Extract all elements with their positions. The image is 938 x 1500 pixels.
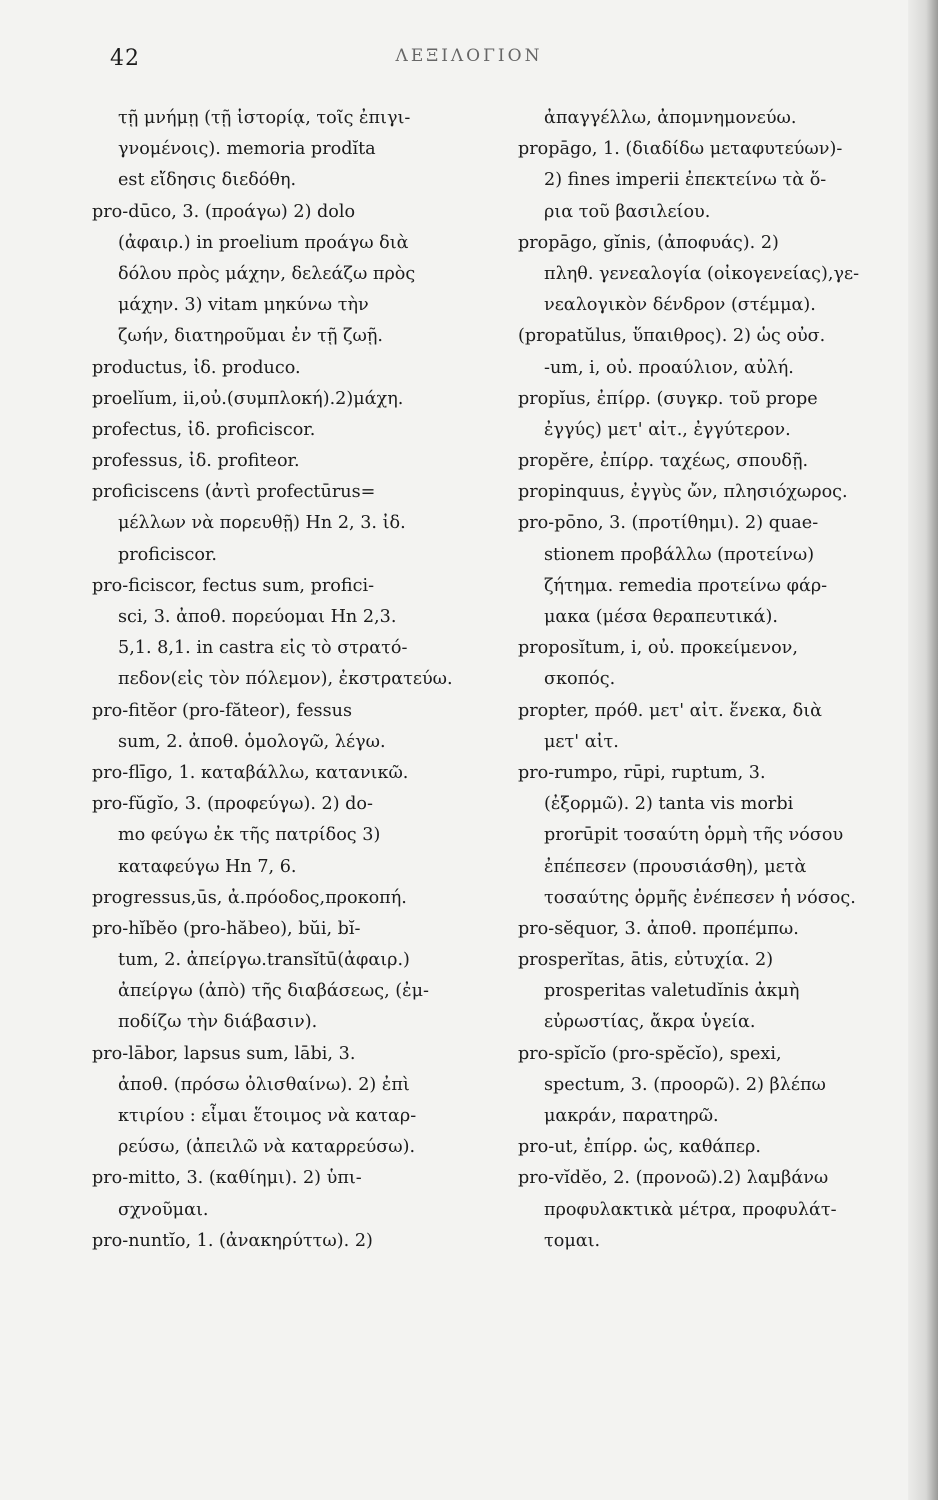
- dictionary-line: μακράν, παρατηρῶ.: [544, 1106, 719, 1126]
- dictionary-line: propāgo, gĭnis, (ἀποφυάς). 2): [518, 232, 779, 253]
- dictionary-line: professus, ἰδ. profiteor.: [92, 451, 300, 472]
- dictionary-line: εὐρωστίας, ἄκρα ὑγεία.: [544, 1012, 756, 1033]
- dictionary-line: propter, πρόθ. μετ' αἰτ. ἕνεκα, διὰ: [518, 700, 823, 721]
- dictionary-line: τοσαύτης ὁρμῆς ἐνέπεσεν ἡ νόσος.: [544, 887, 856, 908]
- dictionary-line: pro-sĕquor, 3. ἀποθ. προπέμπω.: [518, 918, 799, 939]
- dictionary-line: pro-fŭgĭo, 3. (προφεύγω). 2) do-: [92, 794, 373, 815]
- dictionary-line: ἐγγύς) μετ' αἰτ., ἐγγύτερον.: [544, 419, 791, 440]
- dictionary-line: πληθ. γενεαλογία (οἰκογενείας),γε-: [544, 263, 860, 284]
- dictionary-line: proposĭtum, i, οὐ. προκείμενον,: [518, 638, 798, 659]
- dictionary-line: καταφεύγω Hn 7, 6.: [118, 856, 297, 877]
- dictionary-line: ἐπέπεσεν (προυσιάσθη), μετὰ: [544, 856, 807, 877]
- dictionary-line: productus, ἰδ. produco.: [92, 357, 301, 378]
- dictionary-line: pro-fitĕor (pro-făteor), fessus: [92, 700, 352, 721]
- dictionary-line: sci, 3. ἀποθ. πορεύομαι Hn 2,3.: [118, 607, 397, 627]
- dictionary-line: pro-hĭbĕo (pro-hăbeo), bŭi, bĭ-: [92, 918, 361, 939]
- dictionary-line: (propatŭlus, ὕπαιθρος). 2) ὡς οὐσ.: [518, 326, 826, 347]
- dictionary-line: ποδίζω τὴν διάβασιν).: [118, 1012, 318, 1033]
- dictionary-line: (ἀφαιρ.) in proelium προάγω διὰ: [118, 232, 409, 253]
- dictionary-line: τῇ μνήμῃ (τῇ ἱστορίᾳ, τοῖς ἐπιγι-: [118, 108, 411, 128]
- dictionary-line: pro-pōno, 3. (προτίθημι). 2) quae-: [518, 513, 819, 534]
- running-title: ΛΕΞΙΛΟΓΙΟΝ: [395, 46, 543, 66]
- dictionary-line: ρεύσω, (ἀπειλῶ νὰ καταρρεύσω).: [118, 1137, 416, 1158]
- dictionary-line: σκοπός.: [544, 669, 616, 690]
- dictionary-line: μέλλων νὰ πορευθῇ) Hn 2, 3. ἰδ.: [118, 513, 406, 534]
- dictionary-line: δόλου πρὸς μάχην, δελεάζω πρὸς: [118, 263, 416, 284]
- dictionary-line: pro-dūco, 3. (προάγω) 2) dolo: [92, 201, 356, 222]
- dictionary-line: prosperitas valetudĭnis ἀκμὴ: [544, 981, 800, 1002]
- dictionary-line: pro-spĭcĭo (pro-spĕcĭo), spexi,: [518, 1043, 782, 1064]
- dictionary-line: τομαι.: [544, 1230, 601, 1251]
- left-column: [92, 103, 494, 1257]
- dictionary-line: pro-vĭdĕo, 2. (προνοῶ).2) λαμβάνω: [518, 1168, 829, 1189]
- dictionary-line: γνομένοις). memoria prodĭta: [118, 139, 376, 160]
- dictionary-line: proficiscor.: [118, 544, 218, 565]
- dictionary-line: (ἐξορμῶ). 2) tanta vis morbi: [544, 794, 794, 815]
- dictionary-line: stionem προβάλλω (προτείνω): [544, 544, 815, 565]
- dictionary-line: μακα (μέσα θεραπευτικά).: [544, 607, 778, 627]
- dictionary-line: propĭus, ἐπίρρ. (συγκρ. τοῦ prope: [518, 388, 818, 409]
- dictionary-line: μετ' αἰτ.: [544, 731, 619, 752]
- dictionary-line: proelĭum, ii,οὐ.(συμπλοκή).2)μάχη.: [92, 388, 404, 409]
- dictionary-line: ἀποθ. (πρόσω ὀλισθαίνω). 2) ἐπὶ: [118, 1074, 410, 1095]
- dictionary-line: 5,1. 8,1. in castra εἰς τὸ στρατό-: [118, 638, 408, 659]
- dictionary-line: propinquus, ἐγγὺς ὤν, πλησιόχωρος.: [518, 482, 848, 503]
- dictionary-line: προφυλακτικὰ μέτρα, προφυλάτ-: [544, 1199, 837, 1220]
- dictionary-line: pro-ut, ἐπίρρ. ὡς, καθάπερ.: [518, 1137, 761, 1158]
- dictionary-line: pro-lābor, lapsus sum, lābi, 3.: [92, 1043, 356, 1064]
- dictionary-line: κτιρίου : εἶμαι ἕτοιμος νὰ καταρ-: [118, 1106, 417, 1126]
- dictionary-line: prosperĭtas, ātis, εὐτυχία. 2): [518, 950, 774, 971]
- dictionary-line: pro-mitto, 3. (καθίημι). 2) ὑπι-: [92, 1168, 362, 1189]
- dictionary-line: mo φεύγω ἐκ τῆς πατρίδος 3): [118, 825, 381, 846]
- dictionary-line: sum, 2. ἀποθ. ὁμολογῶ, λέγω.: [118, 731, 386, 752]
- dictionary-line: pro-ficiscor, fectus sum, profici-: [92, 575, 375, 596]
- dictionary-line: -um, i, οὐ. προαύλιον, αὐλή.: [544, 357, 794, 378]
- dictionary-line: ζωήν, διατηροῦμαι ἐν τῇ ζωῇ.: [118, 326, 383, 347]
- dictionary-line: ρια τοῦ βασιλείου.: [544, 201, 711, 222]
- dictionary-line: σχνοῦμαι.: [118, 1199, 209, 1220]
- dictionary-line: progressus,ūs, ἀ.πρόοδος,προκοπή.: [92, 887, 407, 908]
- dictionary-line: propĕre, ἐπίρρ. ταχέως, σπουδῇ.: [518, 451, 809, 472]
- dictionary-line: ζήτημα. remedia προτείνω φάρ-: [544, 575, 828, 596]
- dictionary-line: spectum, 3. (προορῶ). 2) βλέπω: [544, 1074, 826, 1095]
- dictionary-line: pro-flīgo, 1. καταβάλλω, κατανικῶ.: [92, 762, 409, 783]
- dictionary-line: propāgo, 1. (διαδίδω μεταφυτεύων)-: [518, 139, 843, 160]
- dictionary-line: prorūpit τοσαύτη ὁρμὴ τῆς νόσου: [544, 825, 844, 846]
- dictionary-line: 2) fines imperii ἐπεκτείνω τὰ ὅ-: [544, 170, 827, 191]
- dictionary-line: pro-nuntĭo, 1. (ἀνακηρύττω). 2): [92, 1230, 373, 1251]
- dictionary-line: ἀπείργω (ἀπὸ) τῆς διαβάσεως, (ἐμ-: [118, 981, 429, 1002]
- dictionary-line: proficiscens (ἀντὶ profectūrus=: [92, 482, 376, 503]
- dictionary-line: μάχην. 3) vitam μηκύνω τὴν: [118, 295, 369, 316]
- dictionary-line: πεδον(εἰς τὸν πόλεμον), ἐκστρατεύω.: [118, 669, 453, 690]
- dictionary-line: profectus, ἰδ. proficiscor.: [92, 419, 316, 440]
- right-column: [518, 103, 914, 1257]
- page-number: 42: [110, 46, 140, 71]
- dictionary-line: est εἴδησις διεδόθη.: [118, 170, 297, 191]
- dictionary-line: pro-rumpo, rūpi, ruptum, 3.: [518, 762, 766, 783]
- dictionary-line: ἀπαγγέλλω, ἀπομνημονεύω.: [544, 108, 797, 128]
- dictionary-line: tum, 2. ἀπείργω.transĭtū(ἀφαιρ.): [118, 950, 410, 971]
- dictionary-line: νεαλογικὸν δένδρον (στέμμα).: [544, 295, 816, 316]
